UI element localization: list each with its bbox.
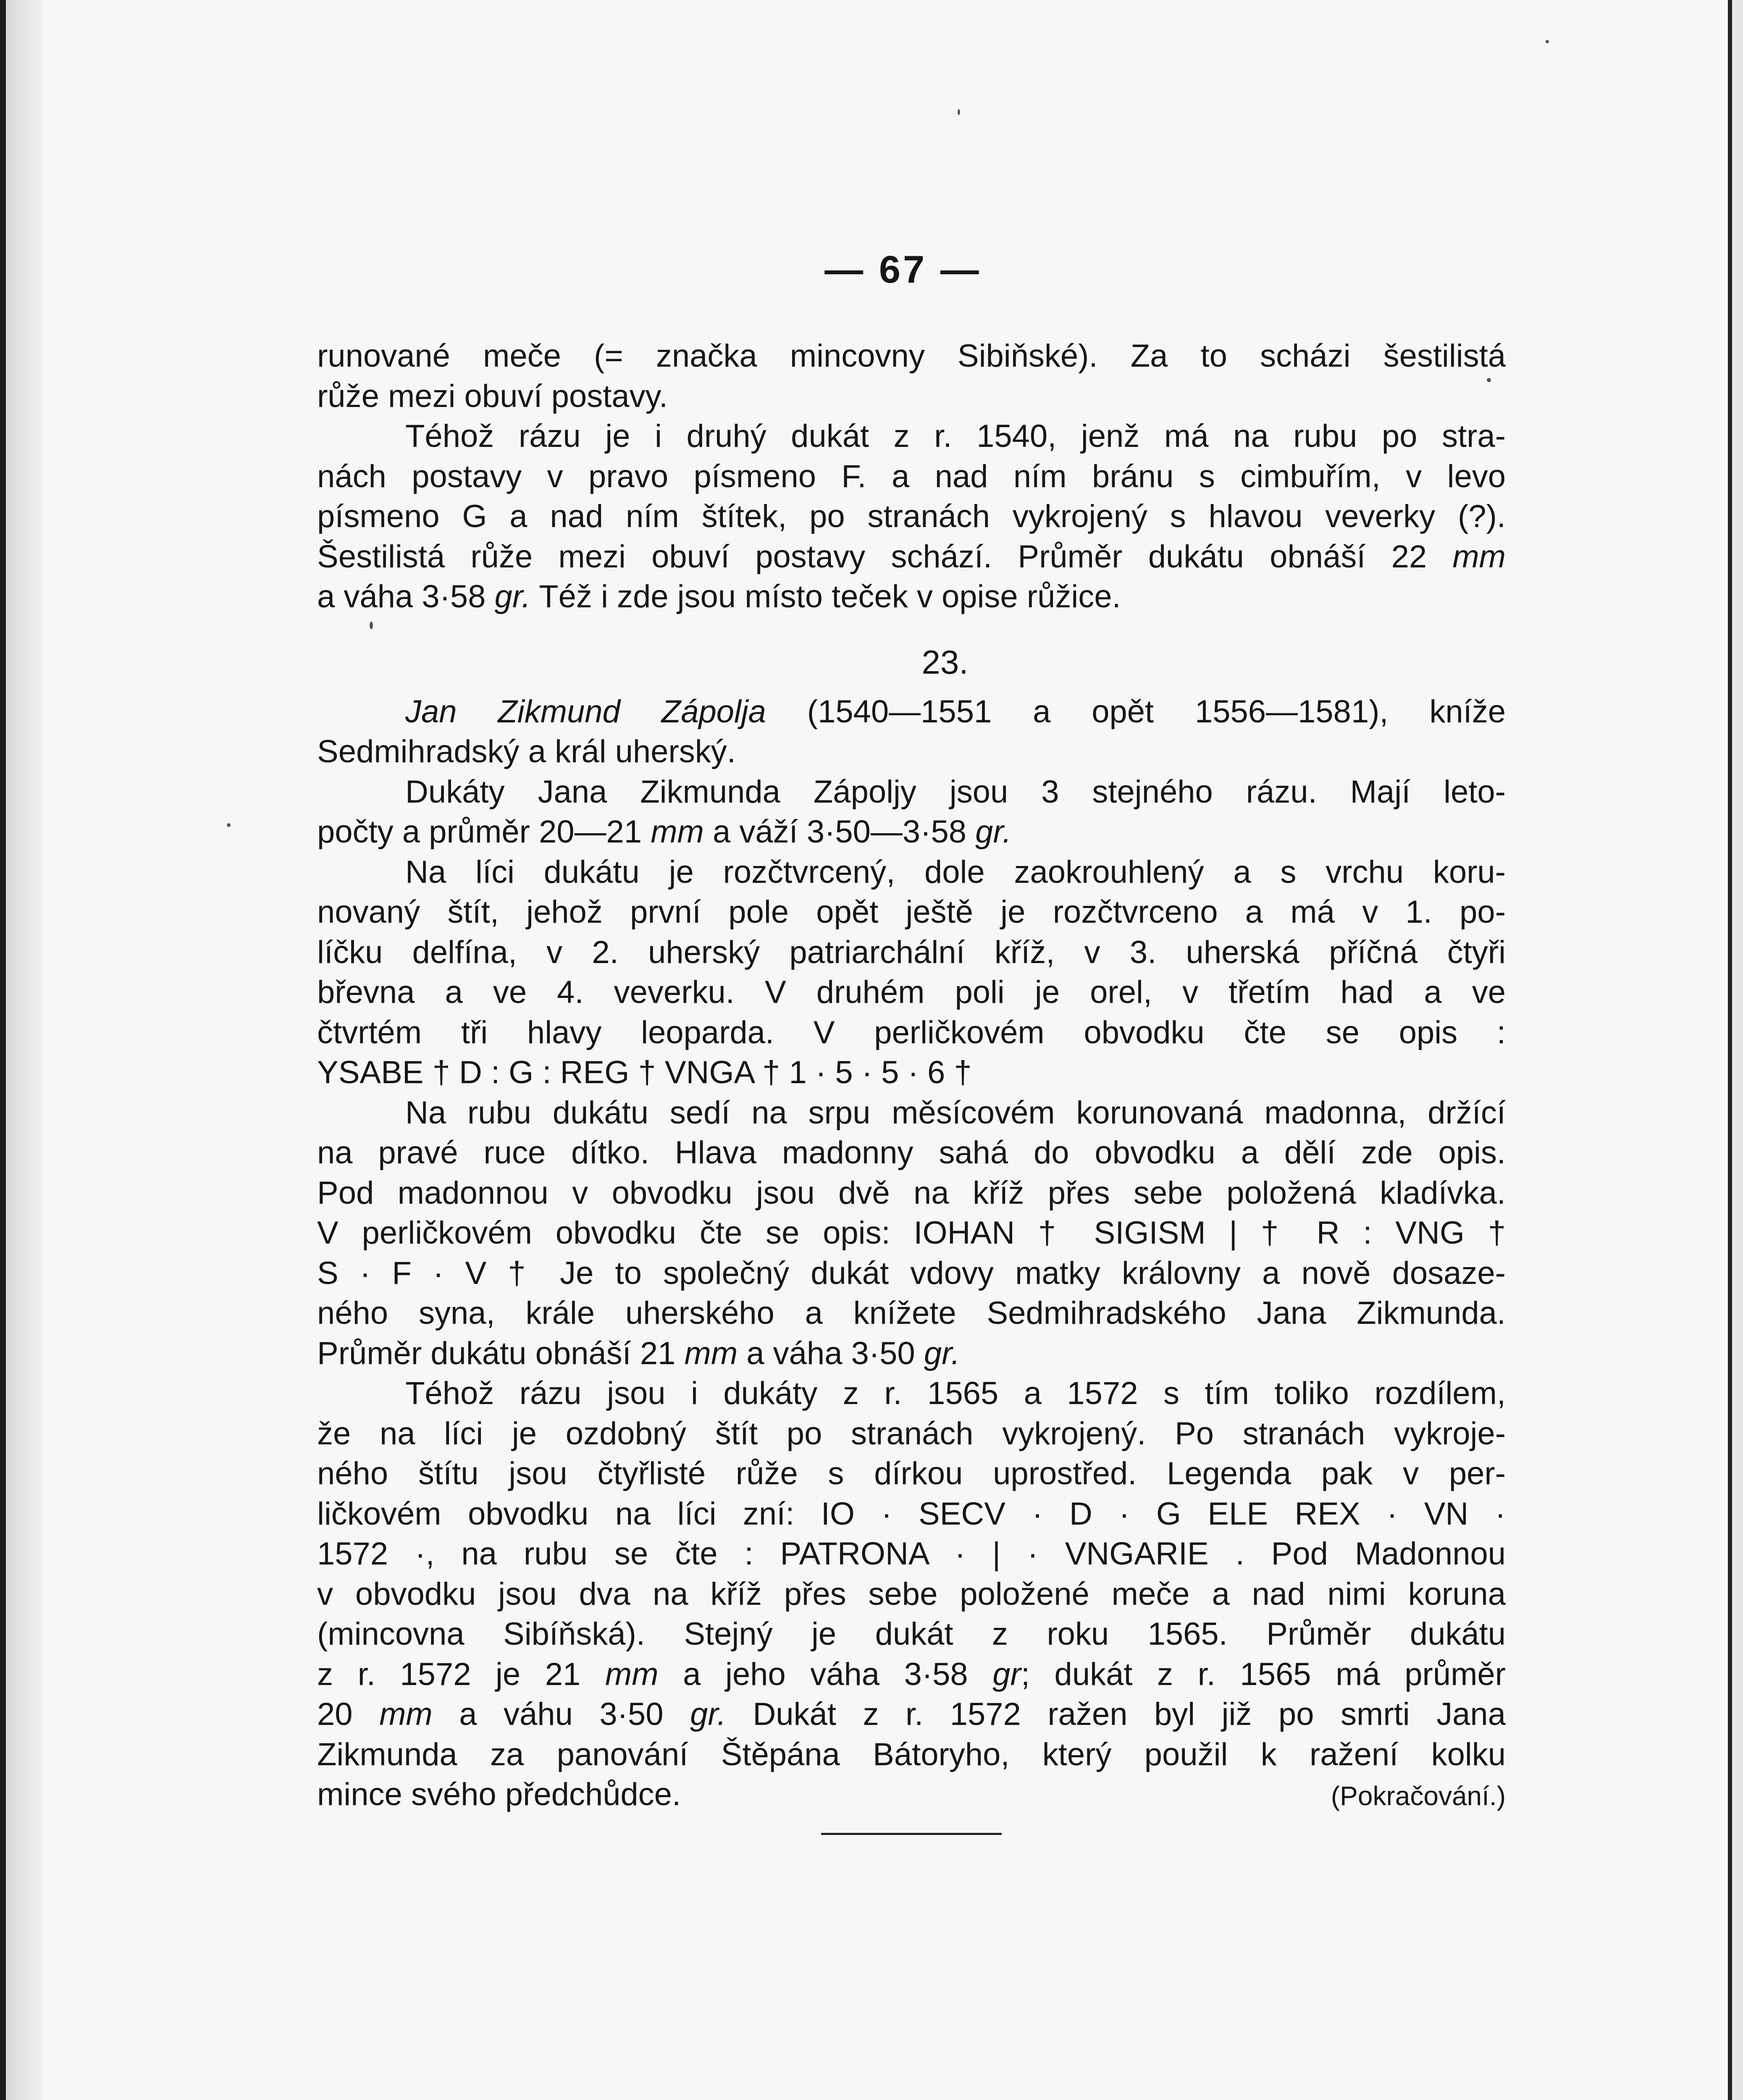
text-line: Dukáty Jana Zikmunda Zápoljy jsou 3 stejného rázu. Mají leto-: [405, 774, 1506, 810]
unit-mm: mm: [605, 1656, 659, 1692]
unit-mm: mm: [684, 1335, 738, 1371]
page-body: [317, 336, 1506, 1815]
unit-mm: mm: [651, 814, 704, 850]
text-segment: Šestilistá růže mezi obuví postavy schází. Průměr dukátu obnáší 22: [317, 538, 1427, 575]
text-line: ného syna, krále uherského a knížete Sedmihradského Jana Zikmunda.: [317, 1295, 1506, 1331]
end-rule: [821, 1833, 1002, 1835]
text-line: Téhož rázu je i druhý dukát z r. 1540, jenž má na rubu po stra-: [405, 418, 1506, 454]
unit-gr: gr.: [494, 579, 531, 614]
text-line: [317, 1334, 1506, 1374]
scan-speck: [958, 109, 960, 115]
ruler-name: Jan Zikmund Zápolja: [405, 693, 766, 730]
text-line: Sedmihradský a král uherský.: [317, 734, 736, 769]
text-line: V perličkovém obvodku čte se opis: IOHAN † SIGISM | † R : VNG †: [317, 1215, 1506, 1251]
text-line: [317, 692, 1506, 732]
text-line: S · F · V † Je to společný dukát vdovy matky královny a nově dosaze-: [317, 1255, 1506, 1291]
text-line: ného štítu jsou čtyřlisté růže s dírkou uprostřed. Legenda pak v per-: [317, 1456, 1506, 1491]
unit-mm: mm: [379, 1696, 433, 1732]
unit-gr: gr.: [924, 1335, 960, 1371]
text-line: [317, 1654, 1506, 1695]
text-line: [317, 577, 1506, 617]
text-line: čtvrtém tři hlavy leoparda. V perličkovém obvodku čte se opis :: [317, 1014, 1506, 1050]
scan-shadow-left: [6, 0, 44, 2100]
text-line: Téhož rázu jsou i dukáty z r. 1565 a 1572 s tím toliko rozdílem,: [405, 1376, 1506, 1411]
text-line: runované meče (= značka mincovny Sibiňské). Za to scházi šestilistá: [317, 338, 1506, 374]
text-line: na pravé ruce dítko. Hlava madonny sahá do obvodku a dělí zde opis.: [317, 1135, 1506, 1171]
scan-speck: [227, 823, 231, 827]
section-number: 23.: [921, 643, 969, 681]
text-line: [317, 537, 1506, 577]
text-line: 1572 ·, na rubu se čte : PATRONA · | · VNGARIE . Pod Madonnou: [317, 1536, 1506, 1572]
text-line: že na líci je ozdobný štít po stranách vykrojený. Po stranách vykroje-: [317, 1415, 1506, 1452]
text-segment: a váha 3·58: [317, 579, 486, 614]
text-line: Pod madonnou v obvodku jsou dvě na kříž přes sebe položená kladívka.: [317, 1175, 1506, 1211]
unit-mm: mm: [1452, 538, 1506, 575]
text-segment: 20: [317, 1696, 353, 1732]
unit-gr: gr: [992, 1656, 1021, 1692]
text-line: [317, 1694, 1506, 1735]
text-line: Na líci dukátu je rozčtvrcený, dole zaokrouhlený a s vrchu koru-: [405, 854, 1506, 890]
text-line: [317, 812, 1506, 852]
text-segment: ; dukát z r. 1565 má průměr: [1021, 1656, 1506, 1692]
text-line: (mincovna Sibíňská). Stejný je dukát z roku 1565. Průměr dukátu: [317, 1616, 1506, 1652]
text-segment: Průměr dukátu obnáší 21: [317, 1335, 676, 1371]
text-segment: mince svého předchůdce.: [317, 1777, 681, 1812]
unit-gr: gr.: [975, 814, 1012, 850]
scan-margin-right: [1732, 0, 1743, 2100]
scan-border-left: [0, 0, 6, 2100]
text-line: líčku delfína, v 2. uherský patriarchální kříž, v 3. uherská příčná čtyři: [317, 934, 1506, 970]
legend-line: YSABE † D : G : REG † VNGA † 1 · 5 · 5 · 6 †: [317, 1055, 972, 1090]
text-segment: počty a průměr 20—21: [317, 814, 642, 850]
page-number: — 67 —: [824, 248, 982, 291]
text-segment: (1540—1551 a opět 1556—1581), kníže: [807, 693, 1506, 730]
text-line: novaný štít, jehož první pole opět ještě je rozčtvrceno a má v 1. po-: [317, 894, 1506, 930]
text-line: [317, 1774, 1506, 1815]
text-segment: a váha 3·50: [746, 1335, 915, 1371]
text-line: břevna a ve 4. veverku. V druhém poli je orel, v třetím had a ve: [317, 974, 1506, 1010]
text-segment: Dukát z r. 1572 ražen byl již po smrti Jana: [753, 1696, 1506, 1732]
unit-gr: gr.: [690, 1696, 726, 1732]
text-line: písmeno G a nad ním štítek, po stranách vykrojený s hlavou veverky (?).: [317, 499, 1506, 534]
text-line: v obvodku jsou dva na kříž přes sebe položené meče a nad nimi koruna: [317, 1576, 1506, 1612]
text-segment: a jeho váha 3·58: [683, 1656, 968, 1692]
text-line: Na rubu dukátu sedí na srpu měsícovém korunovaná madonna, držící: [405, 1095, 1506, 1131]
text-segment: a váhu 3·50: [459, 1696, 664, 1732]
text-segment: a váží 3·50—3·58: [712, 814, 967, 850]
scan-border-right: [1728, 0, 1732, 2100]
text-line: růže mezi obuví postavy.: [317, 378, 668, 414]
text-line: nách postavy v pravo písmeno F. a nad ním bránu s cimbuřím, v levo: [317, 458, 1506, 494]
text-line: ličkovém obvodku na líci zní: IO · SECV · D · G ELE REX · VN ·: [317, 1496, 1506, 1532]
text-segment: Též i zde jsou místo teček v opise růžice.: [539, 579, 1121, 614]
scan-speck: [1546, 40, 1549, 43]
continued-note: (Pokračování.): [1331, 1781, 1506, 1811]
text-line: Zikmunda za panování Štěpána Bátoryho, který použil k ražení kolku: [317, 1736, 1506, 1772]
text-segment: z r. 1572 je 21: [317, 1656, 581, 1692]
